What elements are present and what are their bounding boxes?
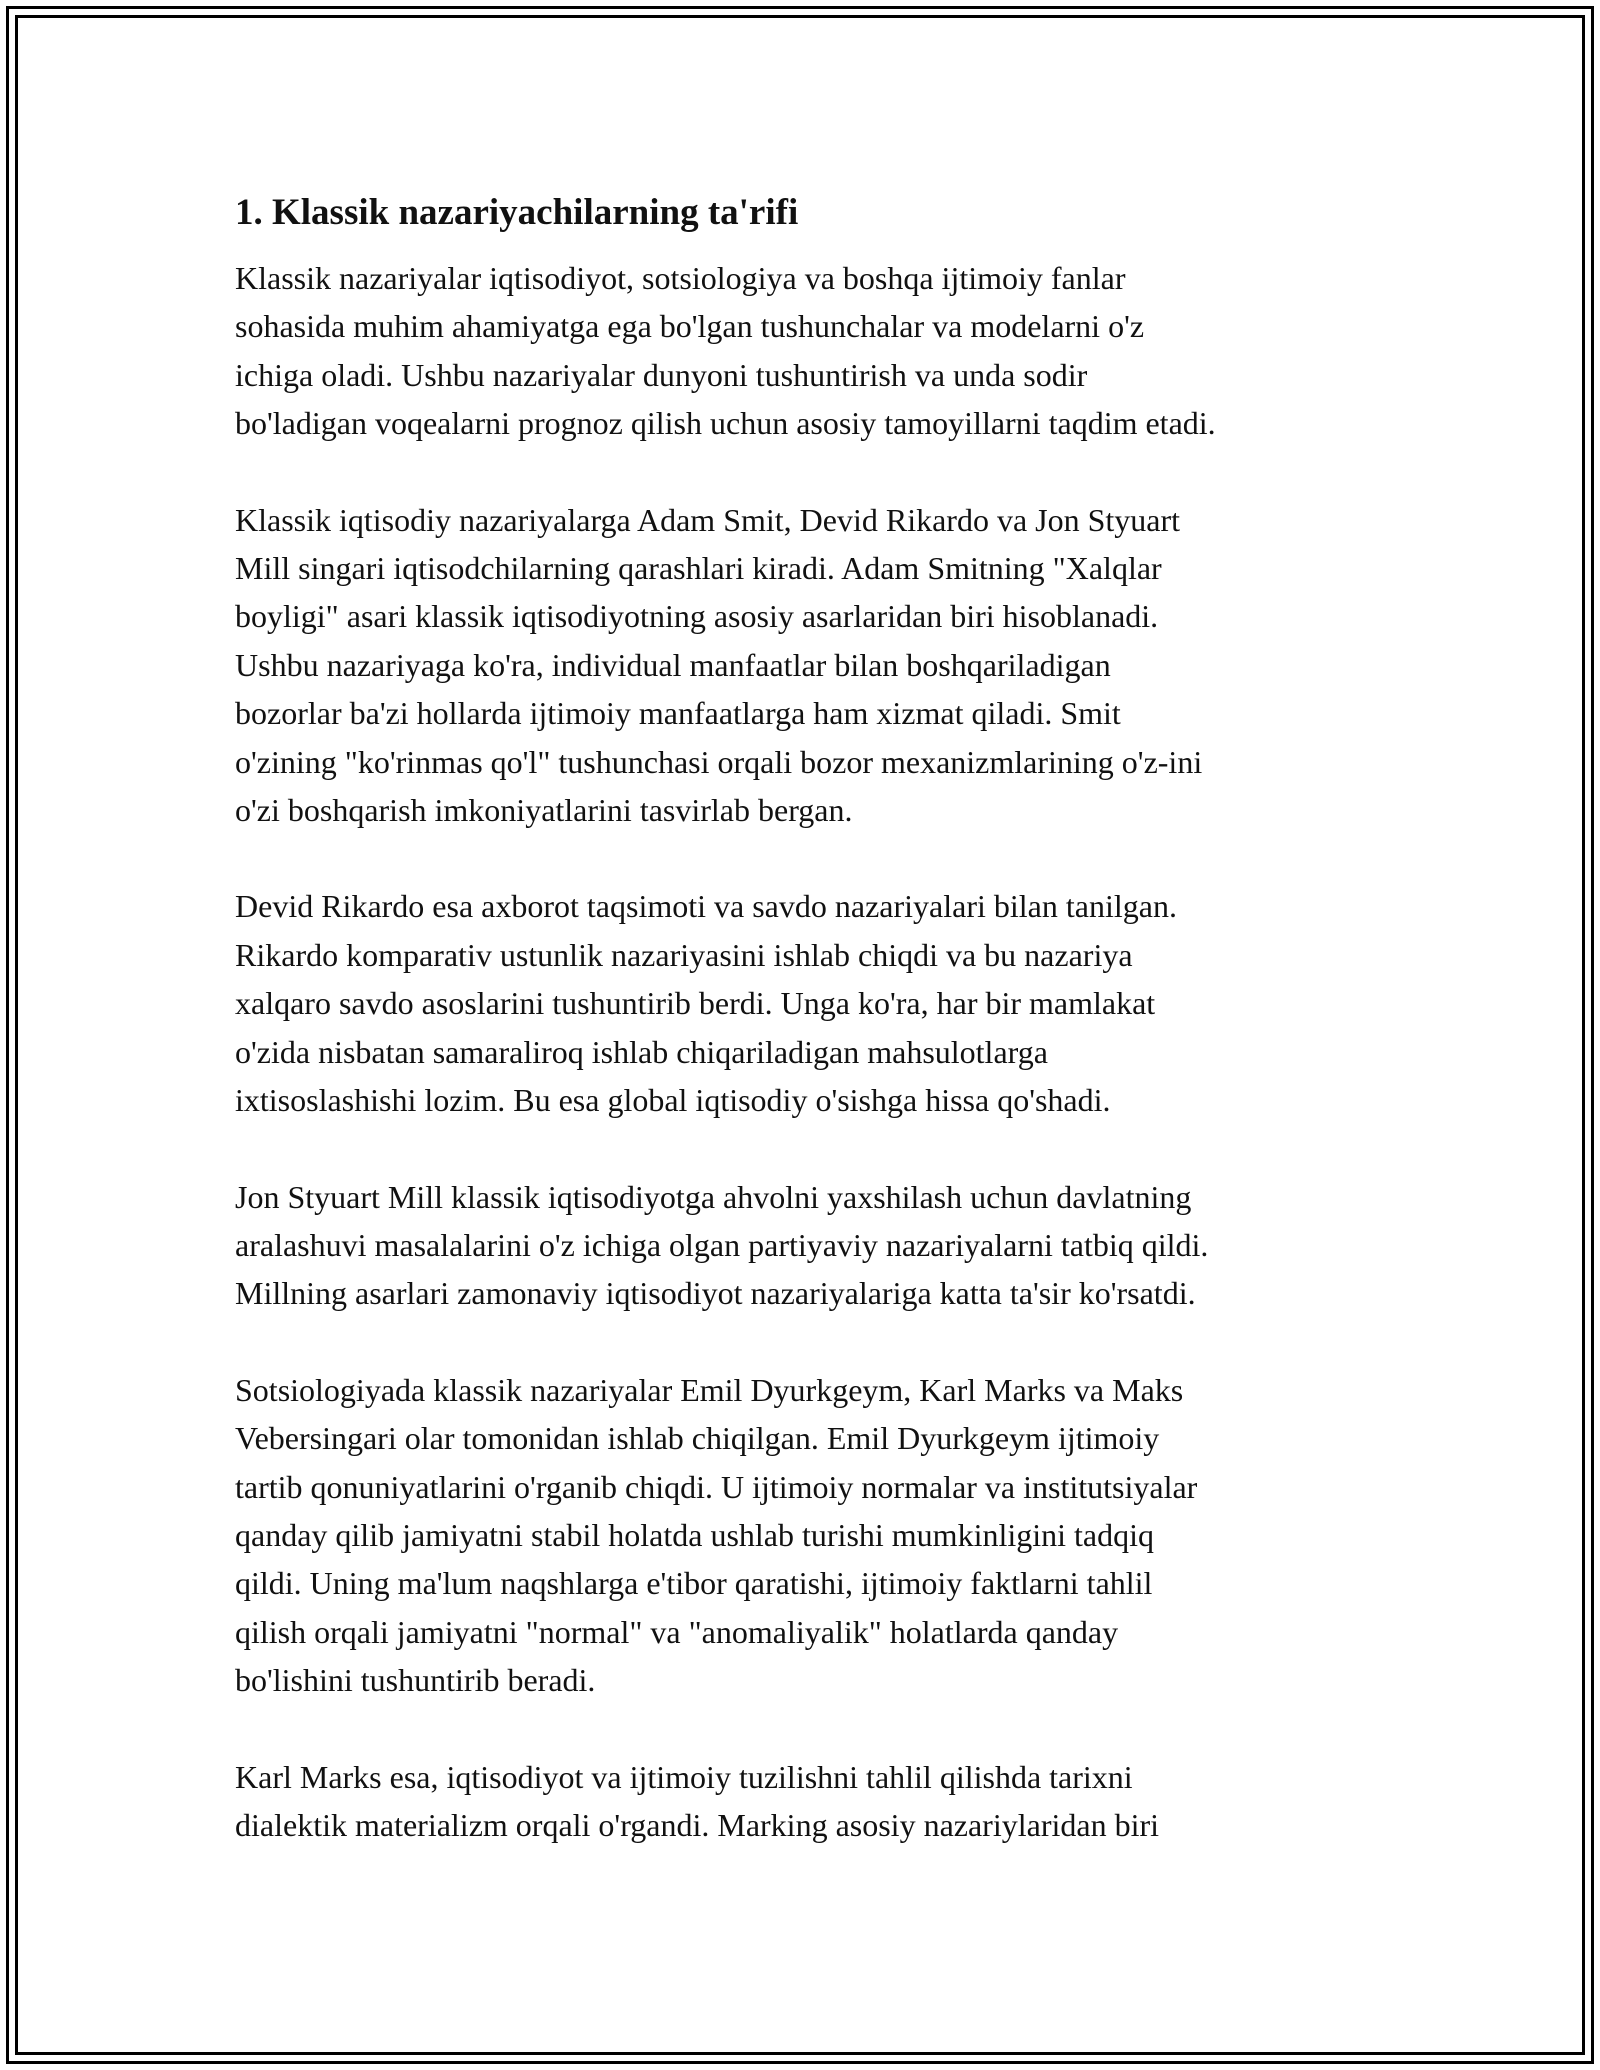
text-line: o'zining "ko'rinmas qo'l" tushunchasi orqali bozor mexanizmlarining o'z-ini [235, 743, 1203, 780]
text-line: qanday qilib jamiyatni stabil holatda ushlab turishi mumkinligini tadqiq [235, 1516, 1154, 1553]
text-line: xalqaro savdo asoslarini tushuntirib berdi. Unga ko'ra, har bir mamlakat [235, 985, 1156, 1022]
text-line: o'zi boshqarish imkoniyatlarini tasvirlab bergan. [235, 792, 853, 829]
text-line: ichiga oladi. Ushbu nazariyalar dunyoni tushuntirish va unda sodir [235, 356, 1088, 393]
section-heading: 1. Klassik nazariyachilarning ta'rifi [235, 192, 799, 233]
text-line: qilish orqali jamiyatni "normal" va "anomaliyalik" holatlarda qanday [235, 1613, 1119, 1650]
text-line: Rikardo komparativ ustunlik nazariyasini ishlab chiqdi va bu nazariya [235, 936, 1133, 973]
text-line: bozorlar ba'zi hollarda ijtimoiy manfaatlarga ham xizmat qiladi. Smit [235, 695, 1121, 732]
text-line: ixtisoslashishi lozim. Bu esa global iqtisodiy o'sishga hissa qo'shadi. [235, 1082, 1111, 1119]
document-body [235, 186, 1375, 1849]
text-line: Sotsiologiyada klassik nazariyalar Emil Dyurkgeym, Karl Marks va Maks [235, 1371, 1184, 1408]
text-line: Devid Rikardo esa axborot taqsimoti va savdo nazariyalari bilan tanilgan. [235, 888, 1177, 925]
text-line: o'zida nisbatan samaraliroq ishlab chiqariladigan mahsulotlarga [235, 1033, 1048, 1070]
text-line: Klassik iqtisodiy nazariyalarga Adam Smit, Devid Rikardo va Jon Styuart [235, 501, 1181, 538]
text-line: Millning asarlari zamonaviy iqtisodiyot nazariyalariga katta ta'sir ko'rsatdi. [235, 1275, 1196, 1312]
text-line: sohasida muhim ahamiyatga ega bo'lgan tushunchalar va modelarni o'z [235, 308, 1145, 345]
text-line: Mill singari iqtisodchilarning qarashlari kiradi. Adam Smitning "Xalqlar [235, 550, 1162, 587]
text-line: Jon Styuart Mill klassik iqtisodiyotga ahvolni yaxshilash uchun davlatning [235, 1178, 1192, 1215]
paragraph-ricardo [235, 882, 1375, 1124]
paragraph-marx [235, 1753, 1375, 1850]
text-line: Karl Marks esa, iqtisodiyot va ijtimoiy tuzilishni tahlil qilishda tarixni [235, 1758, 1133, 1795]
text-line: Ushbu nazariyaga ko'ra, individual manfaatlar bilan boshqariladigan [235, 646, 1111, 683]
text-line: qildi. Uning ma'lum naqshlarga e'tibor qaratishi, ijtimoiy faktlarni tahlil [235, 1565, 1153, 1602]
text-line: boyligi" asari klassik iqtisodiyotning asosiy asarlaridan biri hisoblanadi. [235, 598, 1159, 635]
paragraph-classical-theories-intro [235, 254, 1375, 448]
paragraph-sociology [235, 1366, 1375, 1705]
text-line: bo'ladigan voqealarni prognoz qilish uchun asosiy tamoyillarni taqdim etadi. [235, 405, 1216, 442]
text-line: dialektik materializm orqali o'rgandi. Marking asosiy nazariylaridan biri [235, 1806, 1159, 1843]
paragraph-mill [235, 1173, 1375, 1318]
text-line: Klassik nazariyalar iqtisodiyot, sotsiologiya va boshqa ijtimoiy fanlar [235, 260, 1126, 296]
text-line: bo'lishini tushuntirib beradi. [235, 1662, 596, 1699]
paragraph-adam-smith [235, 496, 1375, 835]
text-line: tartib qonuniyatlarini o'rganib chiqdi. U ijtimoiy normalar va institutsiyalar [235, 1468, 1198, 1505]
text-line: Vebersingari olar tomonidan ishlab chiqilgan. Emil Dyurkgeym ijtimoiy [235, 1420, 1160, 1457]
text-line: aralashuvi masalalarini o'z ichiga olgan partiyaviy nazariyalarni tatbiq qildi. [235, 1226, 1209, 1263]
